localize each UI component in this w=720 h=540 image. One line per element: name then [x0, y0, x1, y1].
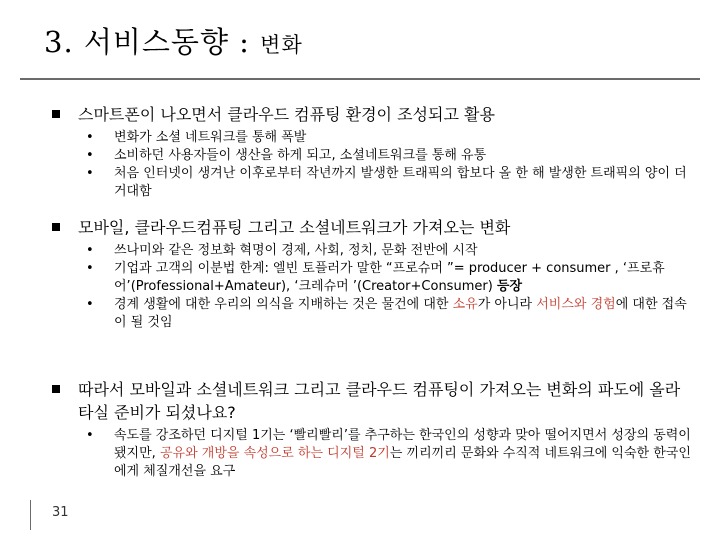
list-item: • 속도를 강조하던 디지털 1기는 ‘빨리빨리’를 추구하는 한국인의 성향과 맞아 떨어지면서 성장의 동력이 됐지만, 공유와 개방을 속성으로 하는 디지털 2기는 끼리끼리 문화와 수직적 네트워크에 익숙한 한국인에게 체질개선을 요구: [86, 428, 691, 479]
footer-divider: [30, 500, 31, 530]
page-number: 31: [52, 505, 69, 520]
list-item: • 변화가 소셜 네트워크를 통해 폭발: [86, 130, 307, 145]
bullet-list: [52, 129, 692, 201]
title-sub: 변화: [260, 33, 303, 57]
title-main: 3. 서비스동향 :: [44, 25, 261, 59]
section-1: [52, 103, 692, 201]
section-2: [52, 216, 692, 332]
square-bullet-icon: [52, 385, 60, 393]
square-bullet-icon: [52, 223, 60, 231]
square-bullet-icon: [52, 110, 60, 118]
list-item: • 처음 인터넷이 생겨난 이후로부터 작년까지 발생한 트래픽의 합보다 올 한 해 발생한 트래픽의 양이 더 거대함: [86, 166, 687, 199]
bullet-icon: •: [86, 148, 94, 163]
list-item: • 소비하던 사용자들이 생산을 하게 되고, 소셜네트워크를 통해 유통: [86, 148, 487, 163]
section-heading: 스마트폰이 나오면서 클라우드 컴퓨팅 환경이 조성되고 활용: [52, 103, 692, 126]
title-divider: [20, 78, 700, 80]
list-item: • 기업과 고객의 이분법 한계: 엘빈 토플러가 말한 “프로슈머 ”= producer + consumer , ‘프로휴어’(Professional+Amateur), ‘크레슈머 ’(Creator+Consumer) 등장: [86, 261, 665, 294]
bullet-icon: •: [86, 297, 94, 312]
bullet-icon: •: [86, 261, 94, 276]
list-item: • 경계 생활에 대한 우리의 의식을 지배하는 것은 물건에 대한 소유가 아니라 서비스와 경험에 대한 접속이 될 것임: [86, 297, 687, 330]
bullet-icon: •: [86, 130, 94, 145]
section-3: [52, 378, 692, 481]
bullet-icon: •: [86, 428, 94, 443]
bullet-icon: •: [86, 166, 94, 181]
section-heading: 모바일, 클라우드컴퓨팅 그리고 소셜네트워크가 가져오는 변화: [52, 216, 692, 239]
bullet-list: [52, 242, 692, 332]
bullet-icon: •: [86, 243, 94, 258]
bullet-list: [52, 427, 692, 481]
list-item: • 쓰나미와 같은 정보화 혁명이 경제, 사회, 정치, 문화 전반에 시작: [86, 243, 478, 258]
section-heading: 따라서 모바일과 소셜네트워크 그리고 클라우드 컴퓨팅이 가져오는 변화의 파도에 올라타실 준비가 되셨나요?: [52, 378, 692, 424]
page-title: [44, 20, 303, 61]
